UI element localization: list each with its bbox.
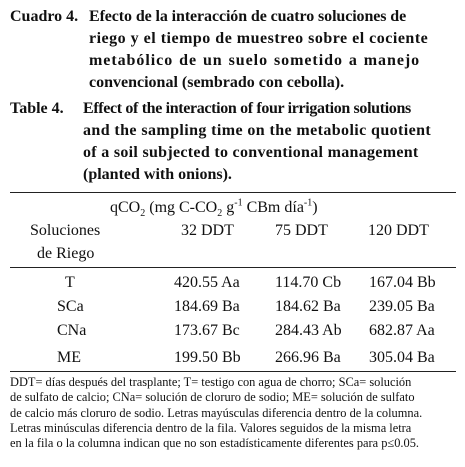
table-cell: 184.69 Ba — [174, 298, 240, 315]
column-header-75ddt: 75 DDT — [275, 222, 328, 239]
table-cell: 266.96 Ba — [275, 349, 341, 366]
table-row-label: CNa — [57, 322, 87, 339]
table-cell: 184.62 Ba — [275, 298, 341, 315]
title-text-english-line-3: of a soil subjected to conventional management — [83, 144, 419, 161]
table-row-label: T — [65, 274, 75, 291]
footnote-line: de sulfato de calcio; CNa= solución de cloruro de sodio; ME= solución de sulfato — [10, 390, 415, 405]
table-header-rule — [10, 267, 456, 268]
table-top-rule — [10, 192, 456, 193]
row-header-label-1: Soluciones — [30, 222, 101, 239]
title-text-spanish-line-1: Efecto de la interacción de cuatro soluciones de — [89, 8, 407, 25]
table-cell: 284.43 Ab — [275, 322, 342, 339]
table-cell: 682.87 Aa — [369, 322, 435, 339]
table-cell: 305.04 Ba — [369, 349, 435, 366]
footnote-line: en la fila o la columna indican que no son estadísticamente diferentes para p≤0.05. — [10, 436, 420, 451]
table-cell: 167.04 Bb — [369, 274, 436, 291]
table-cell: 239.05 Ba — [369, 298, 435, 315]
table-cell: 199.50 Bb — [174, 349, 241, 366]
table-footnote — [10, 375, 458, 451]
column-header-32ddt: 32 DDT — [181, 222, 234, 239]
table-cell: 420.55 Aa — [174, 274, 240, 291]
footnote-line: de calcio más cloruro de sodio. Letras mayúsculas diferencia dentro de la columna. — [10, 405, 423, 420]
table-row-label: ME — [57, 349, 81, 366]
table-cell: 114.70 Cb — [275, 274, 342, 291]
column-group-header: qCO$_2$ (mg $C-CO_2$ $g^{-1}$ CBm día$^{-1}$) — [110, 197, 318, 220]
footnote-line: Letras minúsculas diferencia dentro de la fila. Valores seguidos de la misma letra — [10, 420, 412, 435]
title-label-spanish: Cuadro 4. — [10, 8, 79, 25]
title-text-english-line-2: and the sampling time on the metabolic quotient — [83, 122, 432, 139]
title-text-english-line-1: Effect of the interaction of four irrigation solutions — [83, 100, 411, 117]
title-text-spanish-line-2: riego y el tiempo de muestreo sobre el cociente — [89, 30, 429, 47]
table-bottom-rule — [10, 371, 456, 372]
row-header-label-2: de Riego — [37, 245, 95, 262]
table-row-label: SCa — [57, 298, 84, 315]
footnote-line: DDT= días después del trasplante; T= testigo con agua de chorro; SCa= solución — [10, 375, 412, 389]
title-label-english: Table 4. — [10, 100, 64, 117]
title-text-spanish-line-4: convencional (sembrado con cebolla). — [89, 74, 345, 91]
table-cell: 173.67 Bc — [174, 322, 240, 339]
title-text-english-line-4: (planted with onions). — [83, 166, 232, 183]
column-header-120ddt: 120 DDT — [368, 222, 429, 239]
title-text-spanish-line-3: metabólico de un suelo sometido a manejo — [89, 52, 421, 69]
